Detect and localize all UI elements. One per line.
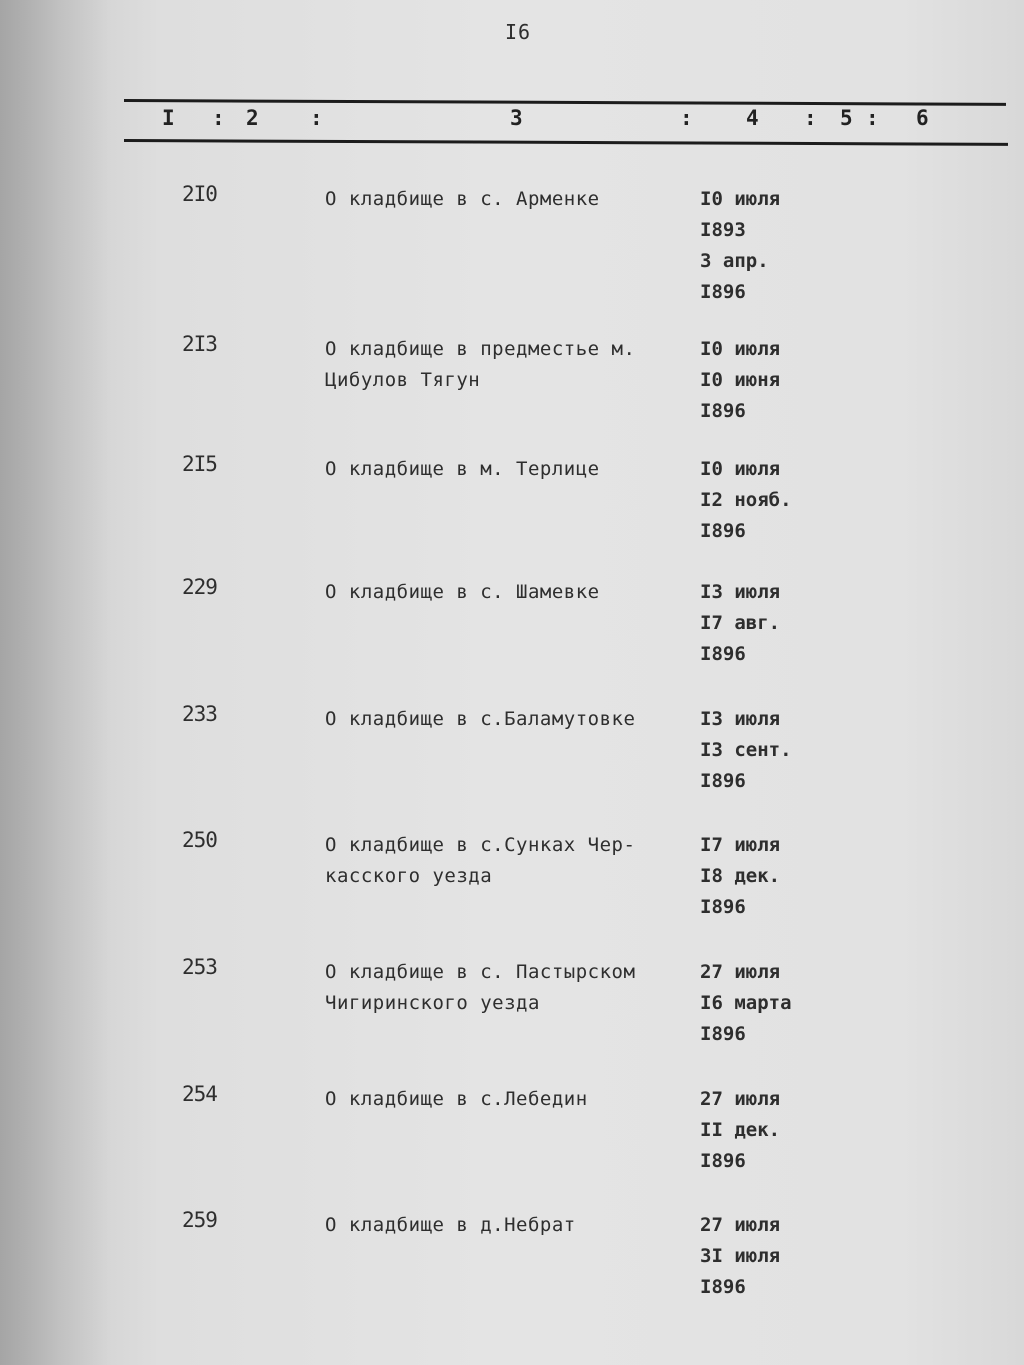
entry-dates (700, 184, 850, 308)
column-header-1: I (162, 106, 175, 130)
entry-number: 233 (182, 702, 217, 726)
entry-title-line: О кладбище в с. Арменке (325, 188, 600, 210)
entry-dates (700, 830, 850, 923)
entry-date-line: I896 (700, 770, 746, 792)
entry-dates (700, 577, 850, 670)
entry-dates (700, 957, 850, 1050)
entry-dates (700, 1210, 850, 1303)
column-separator: : (310, 106, 323, 130)
entry-title-line: Цибулов Тягун (325, 369, 481, 391)
entry-title (325, 334, 685, 396)
column-separator: : (866, 106, 879, 130)
entry-dates (700, 454, 850, 547)
entry-title-line: О кладбище в с.Сунках Чер- (325, 834, 636, 856)
entry-title (325, 577, 685, 608)
entry-date-line: I893 (700, 219, 746, 241)
column-separator: : (804, 106, 817, 130)
entry-title (325, 1084, 685, 1115)
entry-date-line: 27 июля (700, 1214, 781, 1236)
binding-shadow (0, 0, 110, 1365)
entry-date-line: I3 июля (700, 581, 781, 603)
entry-title-line: О кладбище в с. Шамевке (325, 581, 600, 603)
entry-title-line: О кладбище в с.Баламутовке (325, 708, 636, 730)
column-header-5: 5 (840, 106, 853, 130)
entry-dates (700, 334, 850, 427)
entry-title-line: О кладбище в м. Терлице (325, 458, 600, 480)
entry-date-line: 3I июля (700, 1245, 781, 1267)
entry-date-line: I896 (700, 1023, 746, 1045)
entry-title-line: О кладбище в предместье м. (325, 338, 636, 360)
entry-date-line: 27 июля (700, 961, 781, 983)
entry-date-line: I896 (700, 643, 746, 665)
entry-title (325, 1210, 685, 1241)
entry-date-line: I0 июля (700, 188, 781, 210)
entry-date-line: I896 (700, 400, 746, 422)
entry-date-line: II дек. (700, 1119, 781, 1141)
entry-date-line: I8 дек. (700, 865, 781, 887)
column-header-6: 6 (916, 106, 929, 130)
entry-number: 259 (182, 1208, 217, 1232)
entry-date-line: I6 марта (700, 992, 792, 1014)
entry-title (325, 704, 685, 735)
entry-number: 2I0 (182, 182, 217, 206)
entry-date-line: I7 июля (700, 834, 781, 856)
entry-title-line: О кладбище в с.Лебедин (325, 1088, 588, 1110)
entry-title-line: О кладбище в с. Пастырском (325, 961, 636, 983)
entry-number: 229 (182, 575, 217, 599)
entry-date-line: I2 нояб. (700, 489, 792, 511)
entry-title (325, 957, 685, 1019)
entry-number: 254 (182, 1082, 217, 1106)
entry-date-line: I0 июля (700, 338, 781, 360)
entry-date-line: I896 (700, 896, 746, 918)
column-header-row (124, 104, 1006, 134)
column-header-3: 3 (510, 106, 523, 130)
entry-date-line: I7 авг. (700, 612, 781, 634)
entry-date-line: I3 июля (700, 708, 781, 730)
entry-date-line: I3 сент. (700, 739, 792, 761)
column-header-2: 2 (246, 106, 259, 130)
entry-title (325, 454, 685, 485)
entry-title (325, 830, 685, 892)
entry-number: 250 (182, 828, 217, 852)
entry-title-line: касского уезда (325, 865, 493, 887)
entry-number: 2I3 (182, 332, 217, 356)
entry-dates (700, 1084, 850, 1177)
header-bottom-rule (124, 139, 1008, 146)
entry-date-line: I896 (700, 520, 746, 542)
column-header-4: 4 (746, 106, 759, 130)
entry-number: 2I5 (182, 452, 217, 476)
entry-date-line: 3 апр. (700, 250, 769, 272)
entry-date-line: I0 июля (700, 458, 781, 480)
entry-date-line: I0 июня (700, 369, 781, 391)
entry-title (325, 184, 685, 215)
column-separator: : (212, 106, 225, 130)
entry-dates (700, 704, 850, 797)
entry-title-line: О кладбище в д.Небрат (325, 1214, 576, 1236)
page-number: I6 (505, 20, 532, 44)
column-separator: : (680, 106, 693, 130)
entry-title-line: Чигиринского уезда (325, 992, 540, 1014)
entry-number: 253 (182, 955, 217, 979)
entry-date-line: I896 (700, 1150, 746, 1172)
entry-date-line: I896 (700, 281, 746, 303)
entry-date-line: I896 (700, 1276, 746, 1298)
entry-date-line: 27 июля (700, 1088, 781, 1110)
